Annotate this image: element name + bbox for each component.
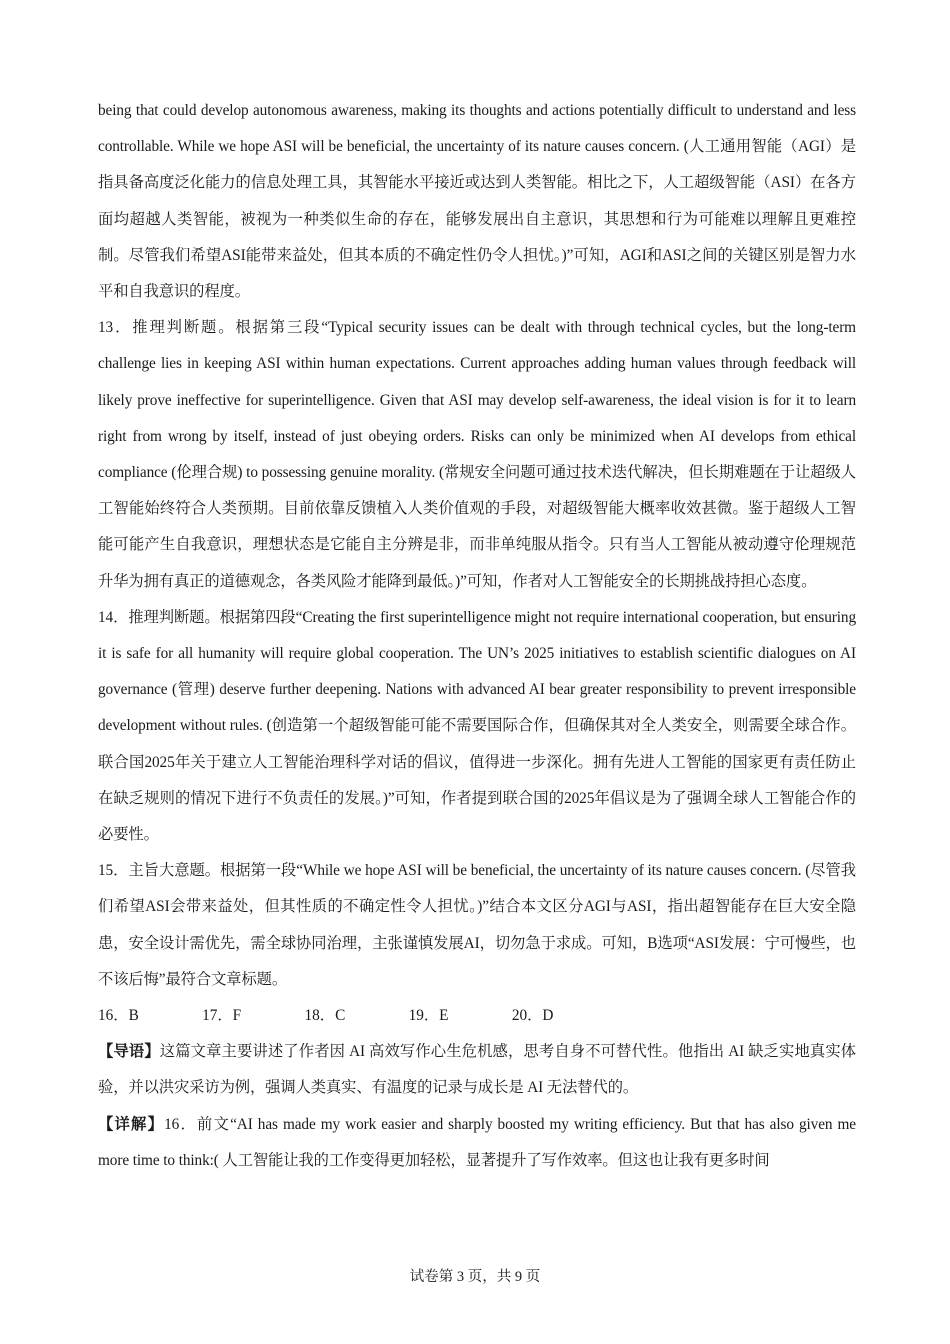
guide-text: 这篇文章主要讲述了作者因 AI 高效写作心生危机感，思考自身不可替代性。他指出 AI 缺乏实地真实体验，并以洪灾采访为例，强调人类真实、有温度的记录与成长是 AI 无法替代的。 [98, 1043, 856, 1097]
detail-paragraph [98, 1107, 856, 1179]
guide-label: 【导语】 [98, 1043, 160, 1061]
paragraph-answer-15: 15．主旨大意题。根据第一段“While we hope ASI will be beneficial, the uncertainty of its nature causes concern. (尽管我们希望ASI会带来益处，但其性质的不确定性令人担忧。)”结合本文区分AGI与ASI，指出超智能存在巨大安全隐患，安全设计需优先，需全球协同治理，主张谨慎发展AI，切勿急于求成。可知，B选项“ASI发展：宁可慢些，也不该后悔”最符合文章标题。 [98, 862, 856, 988]
detail-text: 16．前文“AI has made my work easier and sharply boosted my writing efficiency. But that has also given me more time to think:( 人工智能让我的工作变得更加轻松，显著提升了写作效率。但这也让我有更多时间 [98, 1115, 856, 1169]
paragraph-answer-13: 13．推理判断题。根据第三段“Typical security issues can be dealt with through technical cycles, but the long-term challenge lies in keeping ASI within human expectations. Current approaches adding human values through feedback will likely prove ineffective for superintelligence. Given that ASI may develop self-awareness, the ideal vision is for it to learn right from wrong by itself, instead of just obeying orders. Risks can only be minimized when AI develops from ethical compliance (伦理合规) to possessing genuine morality. (常规安全问题可通过技术迭代解决，但长期难题在于让超级人工智能始终符合人类预期。目前依靠反馈植入人类价值观的手段，对超级智能大概率收效甚微。鉴于超级人工智能可能产生自我意识，理想状态是它能自主分辨是非，而非单纯服从指令。只有当人工智能从被动遵守伦理规范升华为拥有真正的道德观念，各类风险才能降到最低。)”可知，作者对人工智能安全的长期挑战持担心态度。 [98, 319, 856, 590]
paragraph-continued-12: being that could develop autonomous awareness, making its thoughts and actions potentially difficult to understand and less controllable. While we hope ASI will be beneficial, the uncertainty of its nature causes concern. (人工通用智能（AGI）是指具备高度泛化能力的信息处理工具，其智能水平接近或达到人类智能。相比之下，人工超级智能（ASI）在各方面均超越人类智能，被视为一种类似生命的存在，能够发展出自主意识，其思想和行为可能难以理解且更难控制。尽管我们希望ASI能带来益处，但其本质的不确定性仍令人担忧。)”可知，AGI和ASI之间的关键区别是智力水平和自我意识的程度。 [98, 102, 856, 301]
guide-paragraph [98, 1034, 856, 1106]
detail-label: 【详解】 [98, 1115, 165, 1133]
page-content [98, 93, 856, 1179]
page-footer: 试卷第 3 页，共 9 页 [409, 1269, 541, 1285]
paragraph-answer-14: 14．推理判断题。根据第四段“Creating the first superintelligence might not require international cooperation, but ensuring it is safe for all humanity will require global cooperation. The UN’s 2025 initiatives to establish scientific dialogues on AI governance (管理) deserve further deepening. Nations with advanced AI bear greater responsibility to prevent irresponsible development without rules. (创造第一个超级智能可能不需要国际合作，但确保其对全人类安全，则需要全球合作。联合国2025年关于建立人工智能治理科学对话的倡议，值得进一步深化。拥有先进人工智能的国家更有责任防止在缺乏规则的情况下进行不负责任的发展。)”可知，作者提到联合国的2025年倡议是为了强调全球人工智能合作的必要性。 [98, 608, 856, 844]
answer-key-16-20: 16．B 17．F 18．C 19．E 20．D [98, 1007, 554, 1025]
